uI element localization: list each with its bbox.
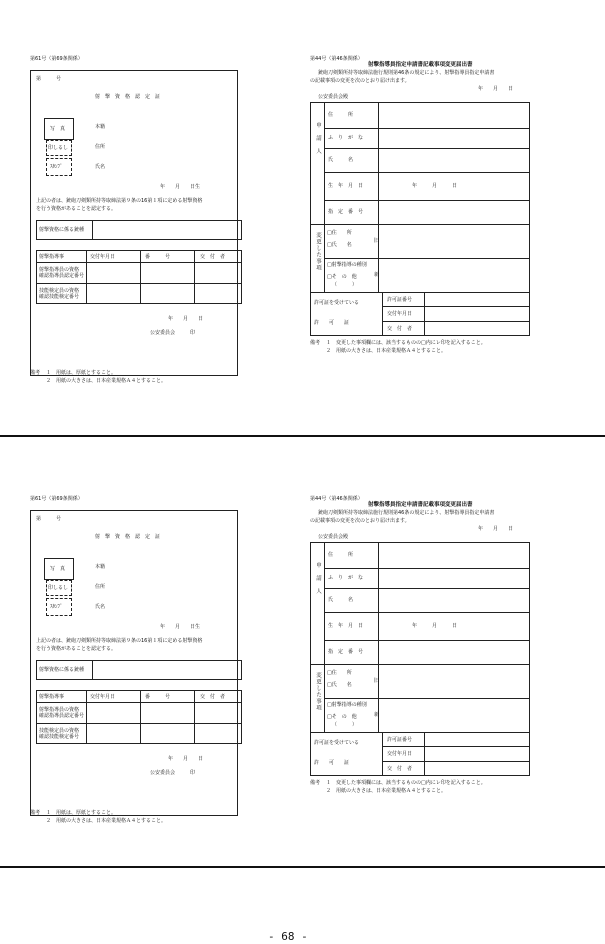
right-form-label: 第44号（第46条関係） <box>310 56 363 62</box>
issue-date-label: 交付年月日 <box>387 311 413 317</box>
left-table-col-1 <box>86 250 87 304</box>
divider-rule-bottom <box>0 866 605 868</box>
changed-bottom-line <box>310 732 530 733</box>
opt-other-paren: （ ） <box>332 722 358 728</box>
left-table-col-3 <box>194 250 195 304</box>
changed-mid-line <box>324 258 378 259</box>
seal-label: 印しるし <box>48 145 69 151</box>
left-note-label: 備考 <box>30 810 41 816</box>
right-label-name: 氏 名 <box>328 597 354 603</box>
residence-label: 住所 <box>95 584 106 590</box>
opt-type: □射撃指導の種別 <box>327 702 367 708</box>
right-note-1: １ 変更した事項欄には、該当するものの□内にレ印を記入すること。 <box>326 340 486 346</box>
gun-kind-label: 射撃資格に係る銃種 <box>39 227 85 233</box>
permit-cond-2: 許 可 証 <box>314 320 350 326</box>
left-body-2: を行う資格があることを認定する。 <box>36 646 117 652</box>
left-row-1: 射撃指導員の資格 確認指導員認定番号 <box>39 267 85 279</box>
permit-no-label: 許可証番号 <box>387 297 413 303</box>
left-table-header-line <box>36 262 242 263</box>
name-label: 氏名 <box>95 604 106 610</box>
left-date: 年 月 日 <box>168 756 204 762</box>
divider-rule-top <box>0 435 605 437</box>
left-row-2: 技能検定員の資格 確認技能検定番号 <box>39 728 80 740</box>
left-number-label: 第 号 <box>36 516 62 522</box>
opt-other-paren: （ ） <box>332 282 358 288</box>
right-note-label: 備考 <box>310 340 321 346</box>
right-row-line <box>324 640 530 641</box>
left-note-2: ２ 用紙の大きさは、日本産業規格Ａ４とすること。 <box>46 378 167 384</box>
permit-line-2 <box>382 761 530 762</box>
applicant-label: 申 請 人 <box>315 562 321 595</box>
right-body-1: 銃砲刀剣類所持等取締法施行規則第46条の規定により、射撃指導員指定申請書 <box>318 510 495 516</box>
left-issuer: 公安委員会 印 <box>150 330 196 336</box>
opt-address: □住 所 <box>327 670 352 676</box>
right-note-2: ２ 用紙の大きさは、日本産業規格Ａ４とすること。 <box>326 348 447 354</box>
right-row-line <box>324 200 530 201</box>
left-th-4: 交 付 者 <box>200 254 226 260</box>
left-table-row-line <box>36 283 242 284</box>
opt-name: □氏 名 <box>327 242 352 248</box>
left-issuer: 公安委員会 印 <box>150 770 196 776</box>
right-row-line <box>324 568 530 569</box>
right-title: 射撃指導員指定申請書記載事項変更届出書 <box>368 62 473 68</box>
issue-date-label: 交付年月日 <box>387 751 413 757</box>
right-label-furigana: ふ り が な <box>328 135 364 141</box>
right-label-address: 住 所 <box>328 112 354 118</box>
left-th-3: 番 号 <box>145 694 171 700</box>
permit-no-label: 許可証番号 <box>387 737 413 743</box>
changed-mid-line <box>324 698 378 699</box>
opt-type: □射撃指導の種別 <box>327 262 367 268</box>
permit-cond-1: 許可証を受けている <box>314 300 360 306</box>
old-label: 旧 <box>374 238 380 244</box>
permit-cond-2: 許 可 証 <box>314 760 350 766</box>
permit-line-1 <box>382 746 530 747</box>
photo-label: 写 真 <box>50 566 66 572</box>
changed-label: 変更した事項 <box>315 232 321 271</box>
left-title: 射 撃 資 格 認 定 証 <box>95 94 161 100</box>
permit-split <box>382 732 383 776</box>
addressee: 公安委員会殿 <box>318 94 349 100</box>
applicant-col <box>324 542 325 664</box>
left-th-1: 射撃指導事 <box>39 254 65 260</box>
left-table-col-3 <box>194 690 195 744</box>
right-note-2: ２ 用紙の大きさは、日本産業規格Ａ４とすること。 <box>326 788 447 794</box>
new-label: 新 <box>374 712 380 718</box>
opt-name: □氏 名 <box>327 682 352 688</box>
birth-value: 年 月 日 <box>412 183 458 189</box>
domicile-label: 本籍 <box>95 124 106 130</box>
page-number: - 68 - <box>268 930 308 943</box>
addressee: 公安委員会殿 <box>318 534 349 540</box>
right-note-label: 備考 <box>310 780 321 786</box>
left-form-label: 第61号（第69条関係） <box>30 496 83 502</box>
stamp-label: ｽﾀﾝﾌﾟ <box>50 164 63 170</box>
right-label-furigana: ふ り が な <box>328 575 364 581</box>
right-label-cert_no: 指 定 番 号 <box>328 209 364 215</box>
left-body-1: 上記の者は、銃砲刀剣類所持等取締法第９条の16第１項に定める射撃資格 <box>36 638 203 644</box>
birth-label: 年 月 日生 <box>160 184 201 190</box>
opt-address: □住 所 <box>327 230 352 236</box>
new-label: 新 <box>374 272 380 278</box>
left-row-2: 技能検定員の資格 確認技能検定番号 <box>39 288 80 300</box>
permit-issuer-label: 交 付 者 <box>387 326 413 332</box>
right-date: 年 月 日 <box>478 86 514 92</box>
left-th-2: 交付年月日 <box>90 694 116 700</box>
new-old-line <box>378 258 530 259</box>
right-body-2: の記載事項の変更を次のとおり届け出ます。 <box>310 78 410 84</box>
right-label-cert_no: 指 定 番 号 <box>328 649 364 655</box>
right-label-address: 住 所 <box>328 552 354 558</box>
right-form-label: 第44号（第46条関係） <box>310 496 363 502</box>
left-th-1: 射撃指導事 <box>39 694 65 700</box>
gun-kind-label: 射撃資格に係る銃種 <box>39 667 85 673</box>
right-row-line <box>324 588 530 589</box>
right-note-1: １ 変更した事項欄には、該当するものの□内にレ印を記入すること。 <box>326 780 486 786</box>
left-title: 射 撃 資 格 認 定 証 <box>95 534 161 540</box>
applicant-label: 申 請 人 <box>315 122 321 155</box>
permit-line-2 <box>382 321 530 322</box>
left-body-1: 上記の者は、銃砲刀剣類所持等取締法第９条の16第１項に定める射撃資格 <box>36 198 203 204</box>
left-table-col-2 <box>140 690 141 744</box>
right-row-line <box>324 172 530 173</box>
permit-label-col <box>424 732 425 776</box>
left-body-2: を行う資格があることを認定する。 <box>36 206 117 212</box>
left-table-row-line <box>36 723 242 724</box>
left-table-col-2 <box>140 250 141 304</box>
right-body-2: の記載事項の変更を次のとおり届け出ます。 <box>310 518 410 524</box>
right-date: 年 月 日 <box>478 526 514 532</box>
left-number-label: 第 号 <box>36 76 62 82</box>
left-note-label: 備考 <box>30 370 41 376</box>
right-row-line <box>324 128 530 129</box>
right-title: 射撃指導員指定申請書記載事項変更届出書 <box>368 502 473 508</box>
permit-split <box>382 292 383 336</box>
seal-label: 印しるし <box>48 585 69 591</box>
left-table-col-1 <box>86 690 87 744</box>
right-body-1: 銃砲刀剣類所持等取締法施行規則第46条の規定により、射撃指導員指定申請書 <box>318 70 495 76</box>
domicile-label: 本籍 <box>95 564 106 570</box>
right-row-line <box>310 664 530 665</box>
left-th-4: 交 付 者 <box>200 694 226 700</box>
right-label-col <box>378 102 379 224</box>
photo-label: 写 真 <box>50 126 66 132</box>
gun-kind-divider <box>92 220 93 240</box>
left-th-2: 交付年月日 <box>90 254 116 260</box>
opt-other: □そ の 他 <box>327 714 357 720</box>
right-label-birth: 生 年 月 日 <box>328 623 364 629</box>
left-note-2: ２ 用紙の大きさは、日本産業規格Ａ４とすること。 <box>46 818 167 824</box>
left-date: 年 月 日 <box>168 316 204 322</box>
new-old-line <box>378 698 530 699</box>
right-row-line <box>324 612 530 613</box>
permit-label-col <box>424 292 425 336</box>
left-note-1: １ 用紙は、厚紙とすること。 <box>46 810 117 816</box>
birth-value: 年 月 日 <box>412 623 458 629</box>
left-row-1: 射撃指導員の資格 確認指導員認定番号 <box>39 707 85 719</box>
opt-other: □そ の 他 <box>327 274 357 280</box>
permit-line-1 <box>382 306 530 307</box>
left-th-3: 番 号 <box>145 254 171 260</box>
old-label: 旧 <box>374 678 380 684</box>
changed-bottom-line <box>310 292 530 293</box>
right-label-col <box>378 542 379 664</box>
birth-label: 年 月 日生 <box>160 624 201 630</box>
left-form-label: 第61号（第69条関係） <box>30 56 83 62</box>
stamp-label: ｽﾀﾝﾌﾟ <box>50 604 63 610</box>
changed-label: 変更した事項 <box>315 672 321 711</box>
name-label: 氏名 <box>95 164 106 170</box>
permit-issuer-label: 交 付 者 <box>387 766 413 772</box>
permit-cond-1: 許可証を受けている <box>314 740 360 746</box>
right-label-birth: 生 年 月 日 <box>328 183 364 189</box>
right-row-line <box>310 224 530 225</box>
applicant-col <box>324 102 325 224</box>
residence-label: 住所 <box>95 144 106 150</box>
right-label-name: 氏 名 <box>328 157 354 163</box>
left-note-1: １ 用紙は、厚紙とすること。 <box>46 370 117 376</box>
right-row-line <box>324 148 530 149</box>
left-table-header-line <box>36 702 242 703</box>
gun-kind-divider <box>92 660 93 680</box>
